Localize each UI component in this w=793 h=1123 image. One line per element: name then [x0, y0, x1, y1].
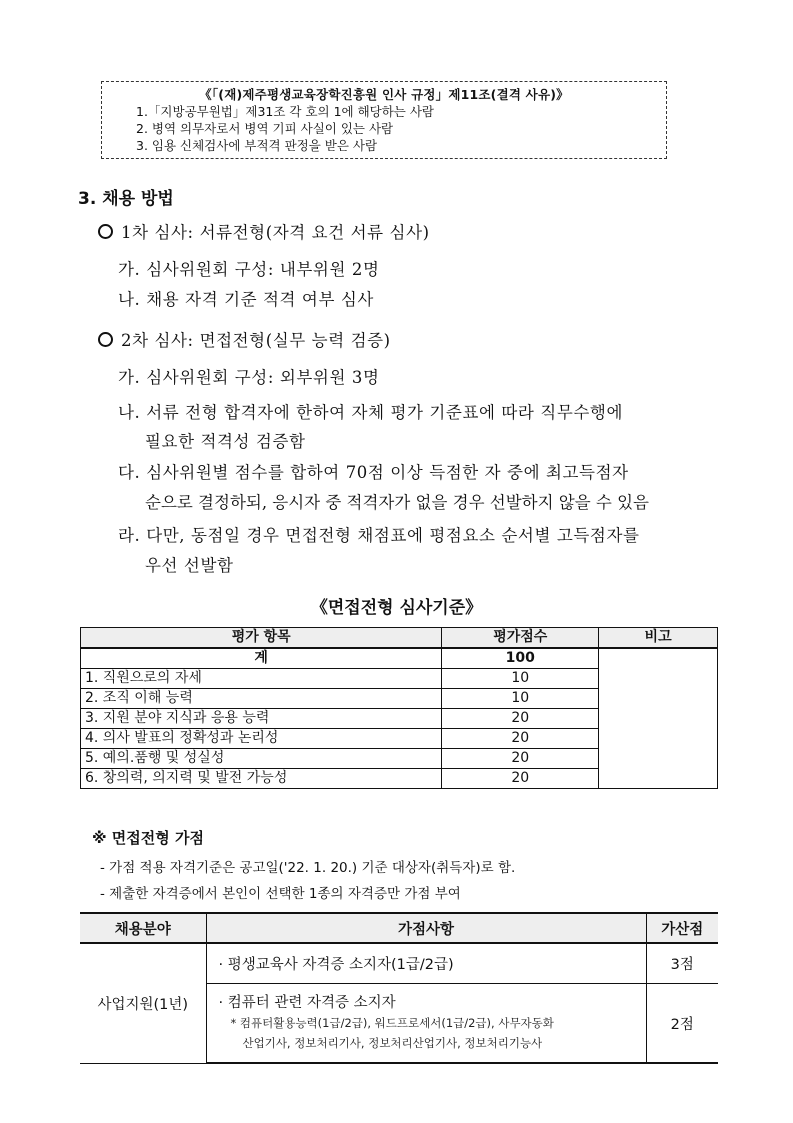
second-review-item: 가. 심사위원회 구성: 외부위원 3명 — [118, 368, 380, 387]
regulation-box — [101, 81, 667, 159]
bonus-item: · 평생교육사 자격증 소지자(1급/2급) — [206, 943, 646, 984]
criteria-item: 2. 조직 이해 능력 — [81, 689, 442, 709]
criteria-table — [80, 627, 718, 789]
total-label: 계 — [81, 648, 442, 669]
criteria-header-note: 비고 — [599, 628, 718, 649]
criteria-item: 5. 예의.품행 및 성실성 — [81, 749, 442, 769]
bonus-header-points: 가산점 — [646, 913, 718, 943]
bonus-item-detail: 산업기사, 정보처리기사, 정보처리산업기사, 정보처리기능사 — [242, 1036, 543, 1050]
criteria-table-title: 《면접전형 심사기준》 — [310, 598, 483, 618]
bonus-item-cell — [206, 984, 646, 1064]
regulation-item: 2. 병역 의무자로서 병역 기피 사실이 있는 사람 — [136, 121, 394, 136]
criteria-score: 20 — [442, 749, 599, 769]
total-score: 100 — [442, 648, 599, 669]
criteria-header-item: 평가 항목 — [81, 628, 442, 649]
criteria-item: 4. 의사 발표의 정확성과 논리성 — [81, 729, 442, 749]
second-review-item: 라. 다만, 동점일 경우 면접전형 채점표에 평점요소 순서별 고득점자를 — [118, 526, 640, 545]
second-review-heading-text: 2차 심사: 면접전형(실무 능력 검증) — [121, 331, 391, 350]
first-review-heading — [98, 219, 430, 243]
circle-bullet-icon — [98, 224, 113, 239]
bonus-note: - 가점 적용 자격기준은 공고일('22. 1. 20.) 기준 대상자(취득자)로 함. — [100, 860, 516, 876]
second-review-item-cont: 우선 선발함 — [145, 556, 234, 575]
criteria-score: 10 — [442, 669, 599, 689]
criteria-total-row — [81, 648, 718, 669]
note-cell — [599, 648, 718, 789]
bonus-item: · 컴퓨터 관련 자격증 소지자 — [218, 995, 396, 1011]
bonus-item-detail: * 컴퓨터활용능력(1급/2급), 워드프로세서(1급/2급), 사무자동화 — [230, 1016, 554, 1030]
criteria-score: 10 — [442, 689, 599, 709]
section-title: 3. 채용 방법 — [78, 189, 174, 209]
bonus-header-field: 채용분야 — [80, 913, 206, 943]
second-review-item-cont: 순으로 결정하되, 응시자 중 적격자가 없을 경우 선발하지 않을 수 있음 — [145, 493, 649, 512]
bonus-table — [80, 912, 718, 1064]
second-review-item-cont: 필요한 적격성 검증함 — [145, 432, 306, 451]
criteria-score: 20 — [442, 709, 599, 729]
criteria-score: 20 — [442, 729, 599, 749]
bonus-note: - 제출한 자격증에서 본인이 선택한 1종의 자격증만 가점 부여 — [100, 886, 461, 902]
regulation-title: 《「(재)제주평생교육장학진흥원 인사 규정」제11조(결격 사유)》 — [199, 87, 569, 102]
criteria-score: 20 — [442, 769, 599, 789]
first-review-item: 나. 채용 자격 기준 적격 여부 심사 — [118, 290, 374, 309]
second-review-heading — [98, 327, 391, 351]
criteria-item: 1. 직원으로의 자세 — [81, 669, 442, 689]
criteria-item: 6. 창의력, 의지력 및 발전 가능성 — [81, 769, 442, 789]
regulation-item: 3. 임용 신체검사에 부적격 판정을 받은 사람 — [136, 138, 378, 153]
table-row — [80, 943, 718, 984]
criteria-item: 3. 지원 분야 지식과 응용 능력 — [81, 709, 442, 729]
criteria-header-score: 평가점수 — [442, 628, 599, 649]
bonus-points: 2점 — [646, 984, 718, 1064]
bonus-title: ※ 면접전형 가점 — [92, 829, 204, 847]
second-review-item: 다. 심사위원별 점수를 합하여 70점 이상 득점한 자 중에 최고득점자 — [118, 463, 629, 482]
first-review-item: 가. 심사위원회 구성: 내부위원 2명 — [118, 260, 380, 279]
first-review-heading-text: 1차 심사: 서류전형(자격 요건 서류 심사) — [121, 223, 430, 242]
bonus-field: 사업지원(1년) — [80, 943, 206, 1063]
circle-bullet-icon — [98, 332, 113, 347]
bonus-points: 3점 — [646, 943, 718, 984]
bonus-header-item: 가점사항 — [206, 913, 646, 943]
regulation-item: 1.「지방공무원법」제31조 각 호의 1에 해당하는 사람 — [136, 104, 435, 119]
second-review-item: 나. 서류 전형 합격자에 한하여 자체 평가 기준표에 따라 직무수행에 — [118, 403, 624, 422]
